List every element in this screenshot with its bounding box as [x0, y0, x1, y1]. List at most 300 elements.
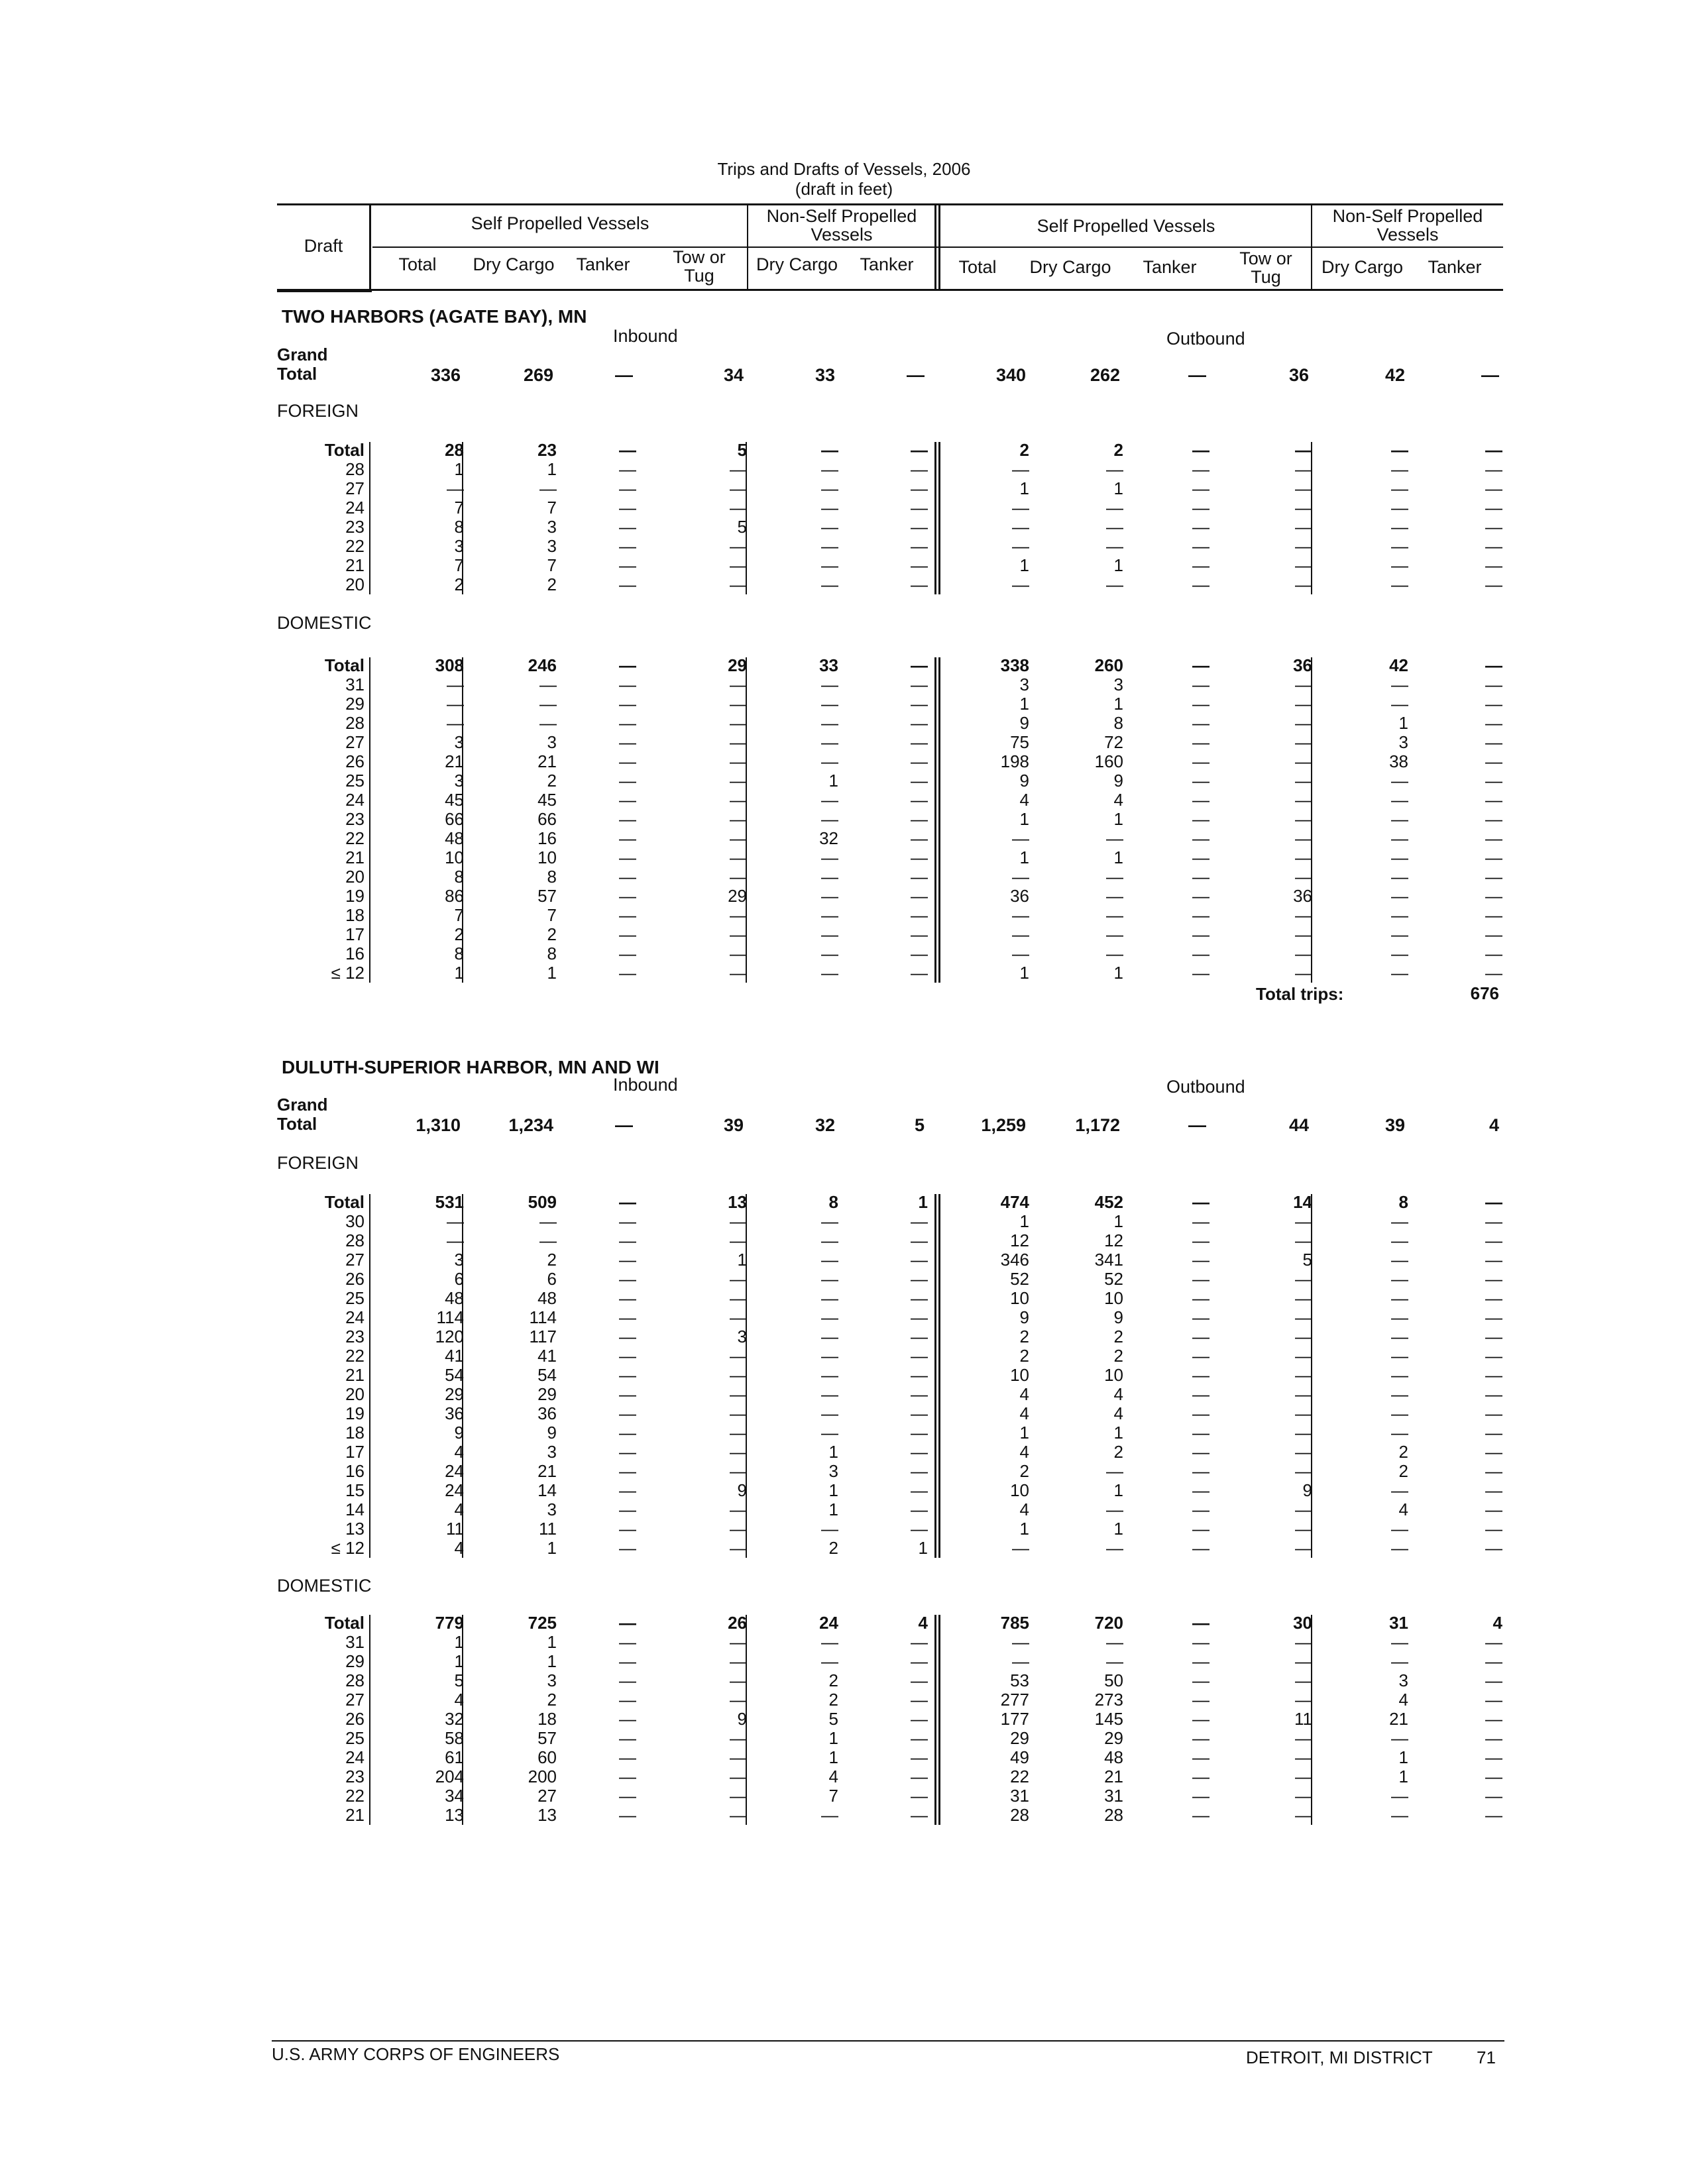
table-cell: —: [1485, 478, 1502, 498]
table-cell: —: [1485, 440, 1502, 460]
draft-value: Total: [324, 440, 365, 460]
table-cell: 45: [445, 790, 464, 810]
table-cell: —: [1391, 675, 1408, 694]
table-cell: 725: [528, 1613, 557, 1633]
table-cell: 4: [828, 1767, 838, 1786]
draft-rule: [369, 657, 370, 983]
tug-line: Tug: [1251, 267, 1281, 287]
table-cell: —: [1106, 574, 1123, 594]
group-label: DOMESTIC: [277, 613, 372, 633]
table-cell: 7: [828, 1786, 838, 1806]
table-cell: 1: [828, 1728, 838, 1748]
col-dry-cargo: Dry Cargo: [1029, 257, 1111, 277]
table-cell: —: [619, 944, 636, 963]
table-cell: 36: [1293, 886, 1312, 906]
table-cell: 3: [737, 1327, 747, 1346]
table-cell: —: [911, 1670, 928, 1690]
draft-value: 24: [345, 790, 365, 810]
table-cell: —: [911, 1461, 928, 1481]
table-cell: 1: [1019, 963, 1029, 983]
table-cell: —: [1391, 1269, 1408, 1289]
table-cell: 1: [1019, 1423, 1029, 1443]
draft-value: 27: [345, 732, 365, 752]
table-cell: 13: [728, 1192, 747, 1212]
table-cell: —: [1295, 1346, 1312, 1366]
table-cell: —: [1192, 1442, 1210, 1462]
table-cell: —: [1192, 1767, 1210, 1786]
draft-value: 23: [345, 517, 365, 537]
table-cell: —: [730, 1307, 747, 1327]
table-cell: —: [821, 498, 838, 518]
table-cell: —: [447, 1211, 464, 1231]
table-cell: —: [1485, 574, 1502, 594]
table-cell: —: [911, 1384, 928, 1404]
table-cell: —: [1106, 886, 1123, 906]
table-cell: 5: [828, 1709, 838, 1729]
draft-value: 31: [345, 1632, 365, 1652]
table-cell: 6: [454, 1269, 464, 1289]
table-cell: —: [1192, 536, 1210, 556]
table-cell: 4: [1019, 1442, 1029, 1462]
draft-header: Draft: [304, 236, 343, 256]
table-cell: —: [1391, 809, 1408, 829]
tow-line: Tow or: [673, 247, 726, 267]
table-cell: —: [1295, 694, 1312, 714]
table-cell: 4: [1019, 1500, 1029, 1519]
table-cell: —: [1295, 1538, 1312, 1558]
table-cell: —: [1485, 847, 1502, 867]
table-cell: —: [911, 478, 928, 498]
table-cell: —: [1192, 1307, 1210, 1327]
table-cell: —: [911, 1307, 928, 1327]
table-cell: —: [1192, 1269, 1210, 1289]
table-cell: 1: [1019, 847, 1029, 867]
draft-value: 30: [345, 1211, 365, 1231]
table-cell: —: [911, 1365, 928, 1385]
table-cell: —: [1485, 498, 1502, 518]
table-cell: —: [911, 944, 928, 963]
table-cell: —: [730, 675, 747, 694]
table-cell: 1: [454, 1632, 464, 1652]
table-cell: —: [1295, 809, 1312, 829]
table-cell: —: [619, 1805, 636, 1825]
table-cell: 3: [1398, 1670, 1408, 1690]
table-cell: 3: [454, 1250, 464, 1270]
grand-total-cell: 39: [1384, 1115, 1405, 1135]
col-nsp-dry-cargo: Dry Cargo: [756, 254, 838, 274]
table-cell: —: [1485, 1365, 1502, 1385]
report-title-line2: (draft in feet): [795, 179, 893, 199]
table-cell: 66: [445, 809, 464, 829]
table-cell: —: [1391, 1327, 1408, 1346]
outbound-self-propelled-header: Self Propelled Vessels: [1037, 216, 1215, 236]
table-cell: 4: [454, 1442, 464, 1462]
table-cell: —: [1106, 536, 1123, 556]
table-cell: —: [730, 1211, 747, 1231]
table-cell: —: [1391, 867, 1408, 887]
table-cell: —: [1485, 809, 1502, 829]
table-cell: —: [821, 847, 838, 867]
draft-value: 27: [345, 1250, 365, 1270]
table-cell: 2: [1019, 440, 1029, 460]
table-cell: 49: [1010, 1747, 1029, 1767]
table-cell: —: [1192, 555, 1210, 575]
table-cell: —: [1295, 555, 1312, 575]
draft-value: 22: [345, 536, 365, 556]
table-cell: —: [911, 574, 928, 594]
table-cell: —: [730, 905, 747, 925]
draft-value: 26: [345, 1709, 365, 1729]
table-cell: 3: [454, 771, 464, 791]
table-cell: —: [619, 867, 636, 887]
report-title-line1: Trips and Drafts of Vessels, 2006: [717, 159, 971, 179]
table-cell: —: [1192, 1423, 1210, 1443]
table-cell: —: [730, 1632, 747, 1652]
footer-left: U.S. ARMY CORPS OF ENGINEERS: [272, 2044, 560, 2064]
table-cell: 452: [1094, 1192, 1123, 1212]
table-cell: —: [1192, 1538, 1210, 1558]
table-cell: —: [619, 655, 636, 675]
table-cell: 1: [1398, 1747, 1408, 1767]
table-cell: 86: [445, 886, 464, 906]
table-cell: 2: [547, 771, 557, 791]
table-cell: 3: [1113, 675, 1123, 694]
table-cell: —: [730, 847, 747, 867]
table-cell: —: [1012, 459, 1029, 479]
table-cell: —: [1485, 655, 1502, 675]
draft-value: 21: [345, 1805, 365, 1825]
table-cell: —: [1295, 1423, 1312, 1443]
table-cell: 277: [1000, 1690, 1029, 1710]
table-cell: —: [1106, 1632, 1123, 1652]
table-cell: —: [911, 751, 928, 771]
draft-value: 23: [345, 809, 365, 829]
draft-value: 24: [345, 1307, 365, 1327]
table-cell: —: [619, 1269, 636, 1289]
table-cell: —: [1295, 1461, 1312, 1481]
table-cell: 9: [1019, 771, 1029, 791]
table-cell: —: [1295, 1211, 1312, 1231]
table-cell: —: [1485, 1423, 1502, 1443]
table-cell: 48: [1104, 1747, 1123, 1767]
table-cell: 2: [1113, 1442, 1123, 1462]
table-cell: 4: [1113, 1403, 1123, 1423]
table-cell: 48: [537, 1288, 557, 1308]
draft-value: 21: [345, 1365, 365, 1385]
draft-value: 24: [345, 1747, 365, 1767]
nsp-line1: Non-Self Propelled: [1332, 206, 1483, 226]
table-cell: —: [1192, 498, 1210, 518]
table-cell: —: [1192, 1384, 1210, 1404]
table-cell: 10: [1010, 1365, 1029, 1385]
table-cell: —: [1485, 1500, 1502, 1519]
table-cell: —: [1192, 1211, 1210, 1231]
table-cell: —: [619, 790, 636, 810]
table-cell: 26: [728, 1613, 747, 1633]
table-cell: 54: [537, 1365, 557, 1385]
table-cell: —: [821, 440, 838, 460]
table-cell: 720: [1094, 1613, 1123, 1633]
table-cell: —: [911, 1519, 928, 1539]
table-cell: —: [1391, 536, 1408, 556]
nsp-line2: Vessels: [1377, 225, 1439, 245]
table-cell: —: [619, 498, 636, 518]
col-dry-cargo: Dry Cargo: [473, 254, 555, 274]
table-cell: —: [911, 771, 928, 791]
table-cell: —: [730, 1423, 747, 1443]
draft-value: Total: [324, 1613, 365, 1633]
table-cell: —: [730, 828, 747, 848]
table-cell: —: [1485, 1519, 1502, 1539]
table-cell: —: [447, 478, 464, 498]
table-cell: —: [821, 886, 838, 906]
table-cell: —: [1485, 1480, 1502, 1500]
table-cell: —: [1106, 1651, 1123, 1671]
table-cell: —: [1391, 555, 1408, 575]
table-cell: —: [619, 1538, 636, 1558]
table-cell: 7: [454, 905, 464, 925]
table-cell: —: [1485, 536, 1502, 556]
table-cell: —: [1106, 1461, 1123, 1481]
table-cell: —: [1485, 1709, 1502, 1729]
table-cell: —: [1192, 751, 1210, 771]
table-cell: 3: [547, 1442, 557, 1462]
table-cell: 4: [1019, 1384, 1029, 1404]
table-cell: —: [1485, 1442, 1502, 1462]
table-cell: 11: [446, 1519, 464, 1539]
table-cell: —: [1295, 1230, 1312, 1250]
table-cell: —: [821, 694, 838, 714]
table-cell: —: [911, 924, 928, 944]
draft-value: 21: [345, 847, 365, 867]
table-cell: 120: [435, 1327, 464, 1346]
table-cell: —: [730, 1670, 747, 1690]
grand-total-cell: 39: [723, 1115, 744, 1135]
table-cell: —: [619, 1307, 636, 1327]
table-cell: 57: [537, 886, 557, 906]
draft-value: 24: [345, 498, 365, 518]
table-cell: —: [539, 694, 557, 714]
table-cell: 779: [435, 1613, 464, 1633]
table-cell: 36: [1293, 655, 1312, 675]
table-cell: —: [730, 924, 747, 944]
table-cell: 5: [454, 1670, 464, 1690]
table-cell: —: [1391, 1365, 1408, 1385]
table-cell: —: [1012, 574, 1029, 594]
table-cell: 2: [828, 1538, 838, 1558]
table-cell: 45: [537, 790, 557, 810]
grand-total-cell: —: [1188, 365, 1206, 385]
table-cell: —: [1391, 1230, 1408, 1250]
table-cell: —: [1295, 1747, 1312, 1767]
table-cell: —: [1485, 459, 1502, 479]
table-cell: 11: [539, 1519, 557, 1539]
table-cell: —: [1295, 963, 1312, 983]
table-cell: —: [619, 1211, 636, 1231]
table-cell: —: [1192, 944, 1210, 963]
table-cell: —: [1192, 1500, 1210, 1519]
table-cell: —: [1485, 1767, 1502, 1786]
table-cell: 5: [737, 517, 747, 537]
table-cell: 308: [435, 655, 464, 675]
draft-value: 17: [345, 1442, 365, 1462]
table-cell: —: [1192, 847, 1210, 867]
group-label: FOREIGN: [277, 401, 359, 421]
draft-value: 19: [345, 1403, 365, 1423]
table-cell: 8: [828, 1192, 838, 1212]
table-cell: —: [619, 771, 636, 791]
table-cell: —: [821, 1403, 838, 1423]
table-cell: —: [1485, 867, 1502, 887]
table-cell: 33: [819, 655, 838, 675]
table-cell: —: [619, 1442, 636, 1462]
table-cell: —: [1485, 1403, 1502, 1423]
table-cell: —: [619, 1670, 636, 1690]
table-cell: —: [1485, 1307, 1502, 1327]
group-label: DOMESTIC: [277, 1576, 372, 1596]
table-cell: 2: [1398, 1442, 1408, 1462]
grand-total-cell: —: [615, 1115, 633, 1135]
table-cell: —: [1106, 459, 1123, 479]
draft-value: 20: [345, 867, 365, 887]
table-cell: 1: [1113, 1211, 1123, 1231]
total-trips-value: 676: [1470, 983, 1499, 1003]
table-cell: —: [730, 1442, 747, 1462]
table-cell: —: [1391, 1805, 1408, 1825]
table-cell: —: [619, 1327, 636, 1346]
table-cell: 50: [1104, 1670, 1123, 1690]
draft-value: 22: [345, 1786, 365, 1806]
table-cell: 72: [1104, 732, 1123, 752]
table-cell: 3: [547, 1670, 557, 1690]
table-cell: —: [911, 694, 928, 714]
table-cell: —: [1295, 1632, 1312, 1652]
table-cell: —: [1391, 694, 1408, 714]
table-cell: —: [821, 1632, 838, 1652]
table-cell: —: [911, 1269, 928, 1289]
table-cell: 4: [1019, 1403, 1029, 1423]
table-cell: 2: [828, 1690, 838, 1710]
table-cell: 29: [445, 1384, 464, 1404]
section-name: DULUTH-SUPERIOR HARBOR, MN AND WI: [282, 1057, 659, 1077]
table-cell: 1: [918, 1538, 928, 1558]
draft-value: 23: [345, 1327, 365, 1346]
table-cell: —: [1391, 1250, 1408, 1270]
table-cell: 2: [547, 1250, 557, 1270]
table-cell: 3: [1398, 732, 1408, 752]
table-cell: 21: [445, 751, 464, 771]
table-cell: —: [1106, 1538, 1123, 1558]
table-cell: 4: [1398, 1690, 1408, 1710]
table-cell: —: [821, 1269, 838, 1289]
table-cell: —: [619, 963, 636, 983]
table-cell: —: [1192, 478, 1210, 498]
table-cell: 52: [1010, 1269, 1029, 1289]
table-cell: —: [821, 1519, 838, 1539]
draft-value: 29: [345, 694, 365, 714]
table-cell: 28: [445, 440, 464, 460]
table-cell: —: [619, 478, 636, 498]
table-cell: 341: [1094, 1250, 1123, 1270]
table-cell: 28: [1010, 1805, 1029, 1825]
table-cell: —: [1391, 574, 1408, 594]
grand-total-cell: —: [615, 365, 633, 385]
table-cell: —: [1106, 944, 1123, 963]
table-cell: 2: [1113, 1346, 1123, 1366]
table-cell: —: [821, 1211, 838, 1231]
table-cell: —: [1485, 1728, 1502, 1748]
table-cell: 9: [1113, 1307, 1123, 1327]
table-cell: —: [1192, 1461, 1210, 1481]
nsp-line2: Vessels: [811, 225, 873, 245]
table-cell: —: [730, 694, 747, 714]
table-cell: —: [911, 459, 928, 479]
draft-value: 29: [345, 1651, 365, 1671]
table-cell: —: [619, 828, 636, 848]
grand-total-cell: 1,172: [1075, 1115, 1120, 1135]
table-cell: —: [1391, 1307, 1408, 1327]
table-cell: 58: [445, 1728, 464, 1748]
table-cell: —: [619, 555, 636, 575]
table-cell: —: [730, 809, 747, 829]
table-cell: 52: [1104, 1269, 1123, 1289]
table-cell: —: [821, 944, 838, 963]
table-cell: —: [911, 1767, 928, 1786]
table-cell: 3: [547, 536, 557, 556]
table-cell: —: [1295, 1403, 1312, 1423]
table-cell: —: [1192, 574, 1210, 594]
table-cell: —: [1192, 655, 1210, 675]
total-trips-label: Total trips:: [1256, 984, 1344, 1004]
table-cell: 10: [1104, 1288, 1123, 1308]
table-cell: —: [911, 1805, 928, 1825]
table-cell: —: [1391, 828, 1408, 848]
table-cell: 114: [436, 1307, 464, 1327]
table-cell: —: [911, 1500, 928, 1519]
table-cell: 9: [1019, 713, 1029, 733]
table-cell: —: [730, 1384, 747, 1404]
table-cell: 2: [547, 924, 557, 944]
table-cell: 12: [1010, 1230, 1029, 1250]
table-cell: —: [619, 1519, 636, 1539]
table-cell: —: [1485, 771, 1502, 791]
table-cell: —: [1295, 751, 1312, 771]
table-cell: —: [1192, 790, 1210, 810]
table-cell: —: [1485, 713, 1502, 733]
table-cell: 1: [828, 1747, 838, 1767]
table-cell: 42: [1389, 655, 1408, 675]
table-cell: —: [821, 1346, 838, 1366]
column-rule: [938, 442, 940, 594]
table-cell: 75: [1010, 732, 1029, 752]
table-cell: —: [619, 517, 636, 537]
table-cell: —: [1295, 1365, 1312, 1385]
table-cell: —: [1295, 847, 1312, 867]
table-cell: —: [1192, 1747, 1210, 1767]
table-cell: —: [619, 751, 636, 771]
table-cell: —: [1012, 498, 1029, 518]
table-cell: —: [911, 1442, 928, 1462]
table-cell: 32: [819, 828, 838, 848]
table-cell: 1: [828, 1480, 838, 1500]
table-cell: —: [1295, 1728, 1312, 1748]
table-cell: —: [1012, 905, 1029, 925]
outbound-label: Outbound: [1166, 329, 1245, 349]
grand-total-cell: —: [1188, 1115, 1206, 1135]
table-cell: —: [821, 1250, 838, 1270]
outbound-non-self-propelled-header: [1312, 207, 1503, 244]
table-cell: —: [1295, 1805, 1312, 1825]
